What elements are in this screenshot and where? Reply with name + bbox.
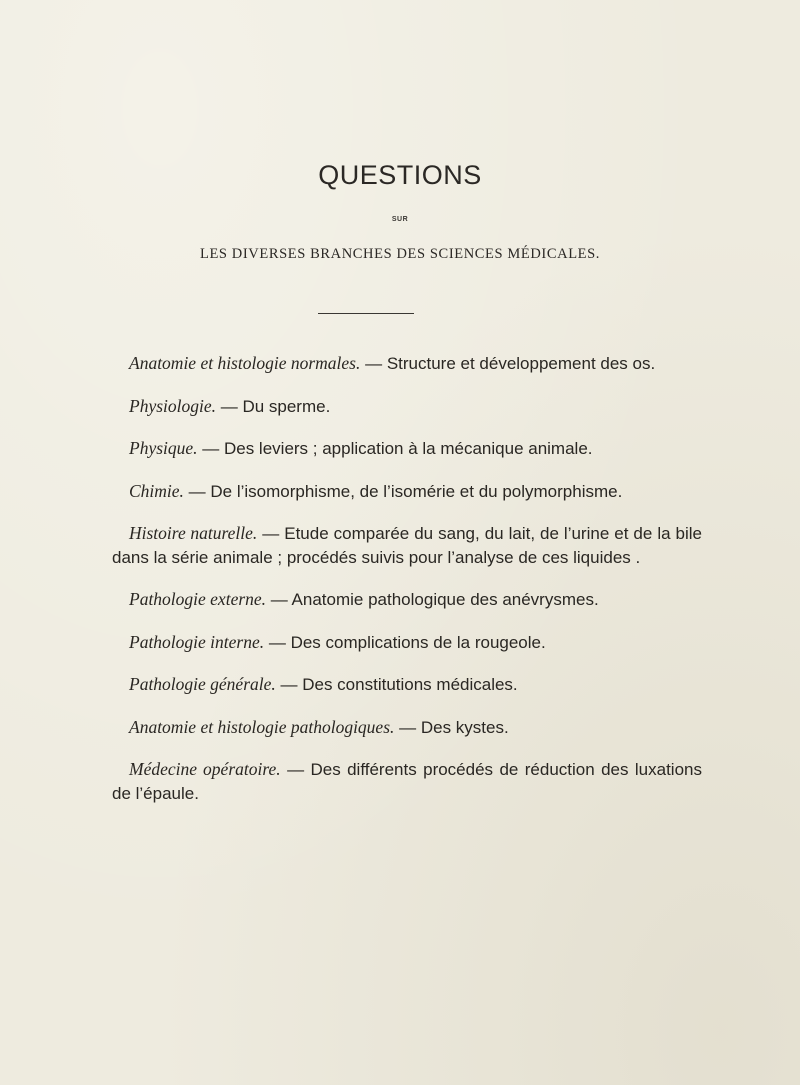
question-text: — De l’isomorphisme, de l’isomérie et du polymorphisme. <box>183 481 623 501</box>
question-item <box>112 673 702 697</box>
question-item <box>112 631 702 655</box>
question-item <box>112 480 702 504</box>
question-subject: Chimie. <box>129 480 184 501</box>
page-sur: SUR <box>391 216 409 223</box>
divider-rule <box>318 313 414 314</box>
question-subject: Pathologie générale. <box>129 674 276 694</box>
question-subject: Histoire naturelle. <box>129 523 258 543</box>
question-text: — Des kystes. <box>394 717 509 737</box>
question-subject: Médecine opératoire. <box>129 759 281 779</box>
questions-list <box>112 352 702 824</box>
question-item <box>112 716 702 740</box>
question-subject: Pathologie interne. <box>129 631 265 652</box>
question-text: — Structure et développement des os. <box>360 354 656 373</box>
page-title: QUESTIONS <box>318 160 482 190</box>
question-item <box>112 588 702 612</box>
question-text: — Des constitutions médicales. <box>275 675 518 694</box>
question-subject: Physiologie. <box>129 395 216 416</box>
question-text: — Etude comparée du sang, du lait, de l’urine et de la bile dans la série animale ; procédés suivis pour l’analyse de ces liquides . <box>112 524 703 567</box>
question-subject: Anatomie et histologie pathologiques. <box>129 716 395 737</box>
question-subject: Anatomie et histologie normales. <box>129 353 361 373</box>
question-text: — Des différents procédés de réduction des luxations de l’épaule. <box>112 760 702 803</box>
question-text: — Du sperme. <box>216 396 331 416</box>
page-subtitle: LES DIVERSES BRANCHES DES SCIENCES MÉDICALES. <box>199 246 600 262</box>
question-item <box>112 522 702 569</box>
question-item <box>112 758 702 805</box>
question-text: — Anatomie pathologique des anévrysmes. <box>266 590 599 609</box>
question-text: — Des complications de la rougeole. <box>264 632 546 652</box>
question-subject: Pathologie externe. <box>129 589 267 609</box>
question-item <box>112 352 702 376</box>
question-text: — Des leviers ; application à la mécanique animale. <box>197 439 593 458</box>
question-subject: Physique. <box>129 438 198 458</box>
question-item <box>112 395 702 419</box>
question-item <box>112 437 702 461</box>
